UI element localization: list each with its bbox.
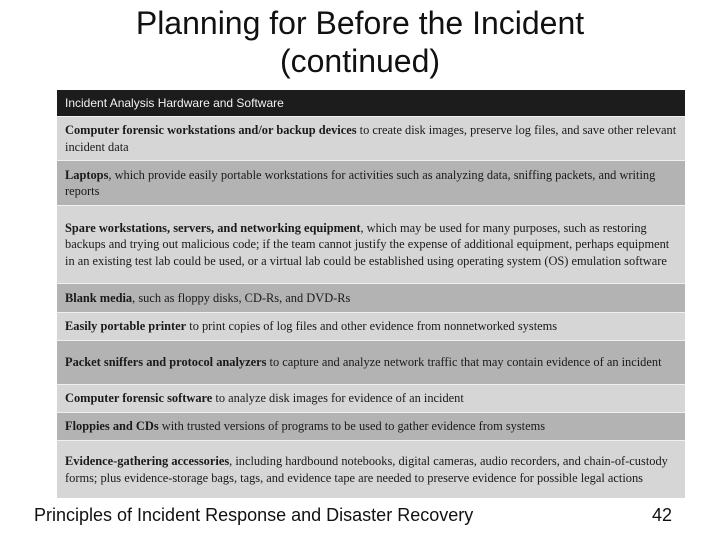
row-lead: Laptops xyxy=(65,167,109,182)
table-header: Incident Analysis Hardware and Software xyxy=(57,90,685,116)
row-text xyxy=(65,418,545,434)
row-text xyxy=(65,290,350,306)
slide-title-line-2: (continued) xyxy=(279,43,441,79)
table-row xyxy=(57,160,685,205)
row-lead: Evidence-gathering accessories xyxy=(65,454,230,469)
row-rest: , such as floppy disks, CD-Rs, and DVD-Rs xyxy=(132,290,351,305)
row-lead: Computer forensic workstations and/or backup devices xyxy=(65,123,357,138)
table-row xyxy=(57,384,685,412)
row-text xyxy=(65,390,464,406)
row-text xyxy=(65,318,557,334)
row-lead: Packet sniffers and protocol analyzers xyxy=(65,355,267,370)
row-text xyxy=(65,220,677,269)
row-lead: Floppies and CDs xyxy=(65,419,159,434)
row-rest: to create disk images, preserve log files, and save other relevant incident data xyxy=(65,123,677,154)
row-lead: Spare workstations, servers, and networking equipment xyxy=(65,220,361,235)
footer-text: Principles of Incident Response and Disaster Recovery xyxy=(34,505,474,525)
row-rest: , including hardbound notebooks, digital cameras, audio recorders, and chain-of-custody forms; plus evidence-storage bags, tags, and evidence tape are needed to preserve evidence for possible legal actions xyxy=(65,454,668,485)
row-rest: with trusted versions of programs to be used to gather evidence from systems xyxy=(158,419,546,434)
page-number: 42 xyxy=(651,505,672,525)
row-rest: to print copies of log files and other evidence from nonnetworked systems xyxy=(186,319,558,334)
row-rest: to analyze disk images for evidence of an incident xyxy=(212,391,464,406)
row-rest: to capture and analyze network traffic that may contain evidence of an incident xyxy=(266,355,662,370)
row-text xyxy=(65,122,677,155)
row-text xyxy=(65,167,677,200)
table-row xyxy=(57,283,685,312)
row-lead: Blank media xyxy=(65,290,133,305)
row-lead: Computer forensic software xyxy=(65,391,213,406)
row-rest: , which may be used for many purposes, such as restoring backups and trying out malicious code; if the team cannot justify the expense of additional equipment, perhaps equipment in an existing test lab could be used, or a virtual lab could be established using operating system (OS) emulation software xyxy=(65,220,670,268)
row-lead: Easily portable printer xyxy=(65,319,187,334)
table-row xyxy=(57,412,685,440)
row-text xyxy=(65,453,677,486)
row-text xyxy=(65,354,662,370)
table-row xyxy=(57,312,685,340)
row-rest: , which provide easily portable workstations for activities such as analyzing data, sniffing packets, and writing reports xyxy=(65,167,656,198)
hardware-software-table xyxy=(57,90,685,498)
slide-title xyxy=(0,4,720,80)
table-row xyxy=(57,340,685,384)
slide-title-line-1: Planning for Before the Incident xyxy=(135,5,585,41)
table-row xyxy=(57,116,685,160)
table-row xyxy=(57,440,685,498)
table-row xyxy=(57,205,685,283)
